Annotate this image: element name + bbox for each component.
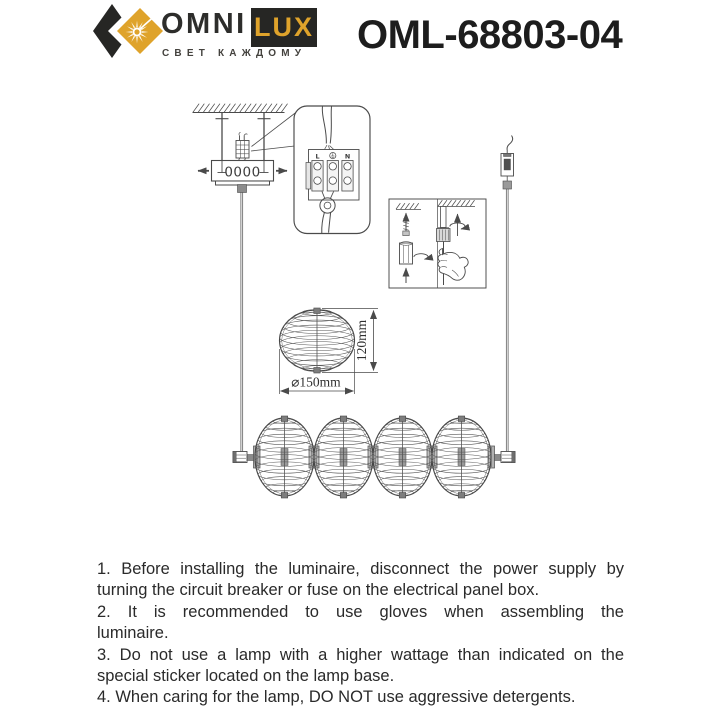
brand-lux-badge: LUX [251, 8, 317, 47]
instruction-line: 3. Do not use a lamp with a higher wattage than indicated on the [97, 645, 624, 664]
brand-tagline: СВЕТ КАЖДОМУ [162, 48, 307, 59]
assembly-steps-inset [389, 199, 486, 288]
height-dimension-label: 120mm [354, 319, 369, 362]
instruction-line: 1. Before installing the luminaire, disconnect the power supply by [97, 560, 624, 578]
brand-name: OMNI [161, 8, 247, 40]
brand-logo [89, 2, 339, 66]
instruction-line: turning the circuit breaker or fuse on the electrical panel box. [97, 581, 540, 600]
canopy-holes-label: 0000 [224, 164, 261, 181]
instruction-line: special sticker located on the lamp base. [97, 667, 395, 686]
instruction-line: luminaire. [97, 624, 169, 643]
diameter-dimension-label: ⌀150mm [291, 374, 341, 390]
pendant-lamp-drawing [233, 416, 515, 498]
instruction-line: 2. It is recommended to use gloves when assembling the [97, 602, 624, 621]
instructions-text [97, 559, 624, 709]
instruction-line: 4. When caring for the lamp, DO NOT use aggressive detergents. [97, 688, 576, 707]
suspension-cable-detail [501, 136, 514, 452]
wiring-callout-inset [294, 106, 370, 234]
terminal-label-n: N [344, 152, 351, 161]
terminal-label-l: L [315, 152, 320, 161]
installation-diagram [0, 73, 720, 555]
model-number: OML-68803-04 [357, 13, 623, 57]
ceiling-mount-diagram [193, 104, 297, 452]
brand-sunburst-icon [89, 2, 169, 64]
